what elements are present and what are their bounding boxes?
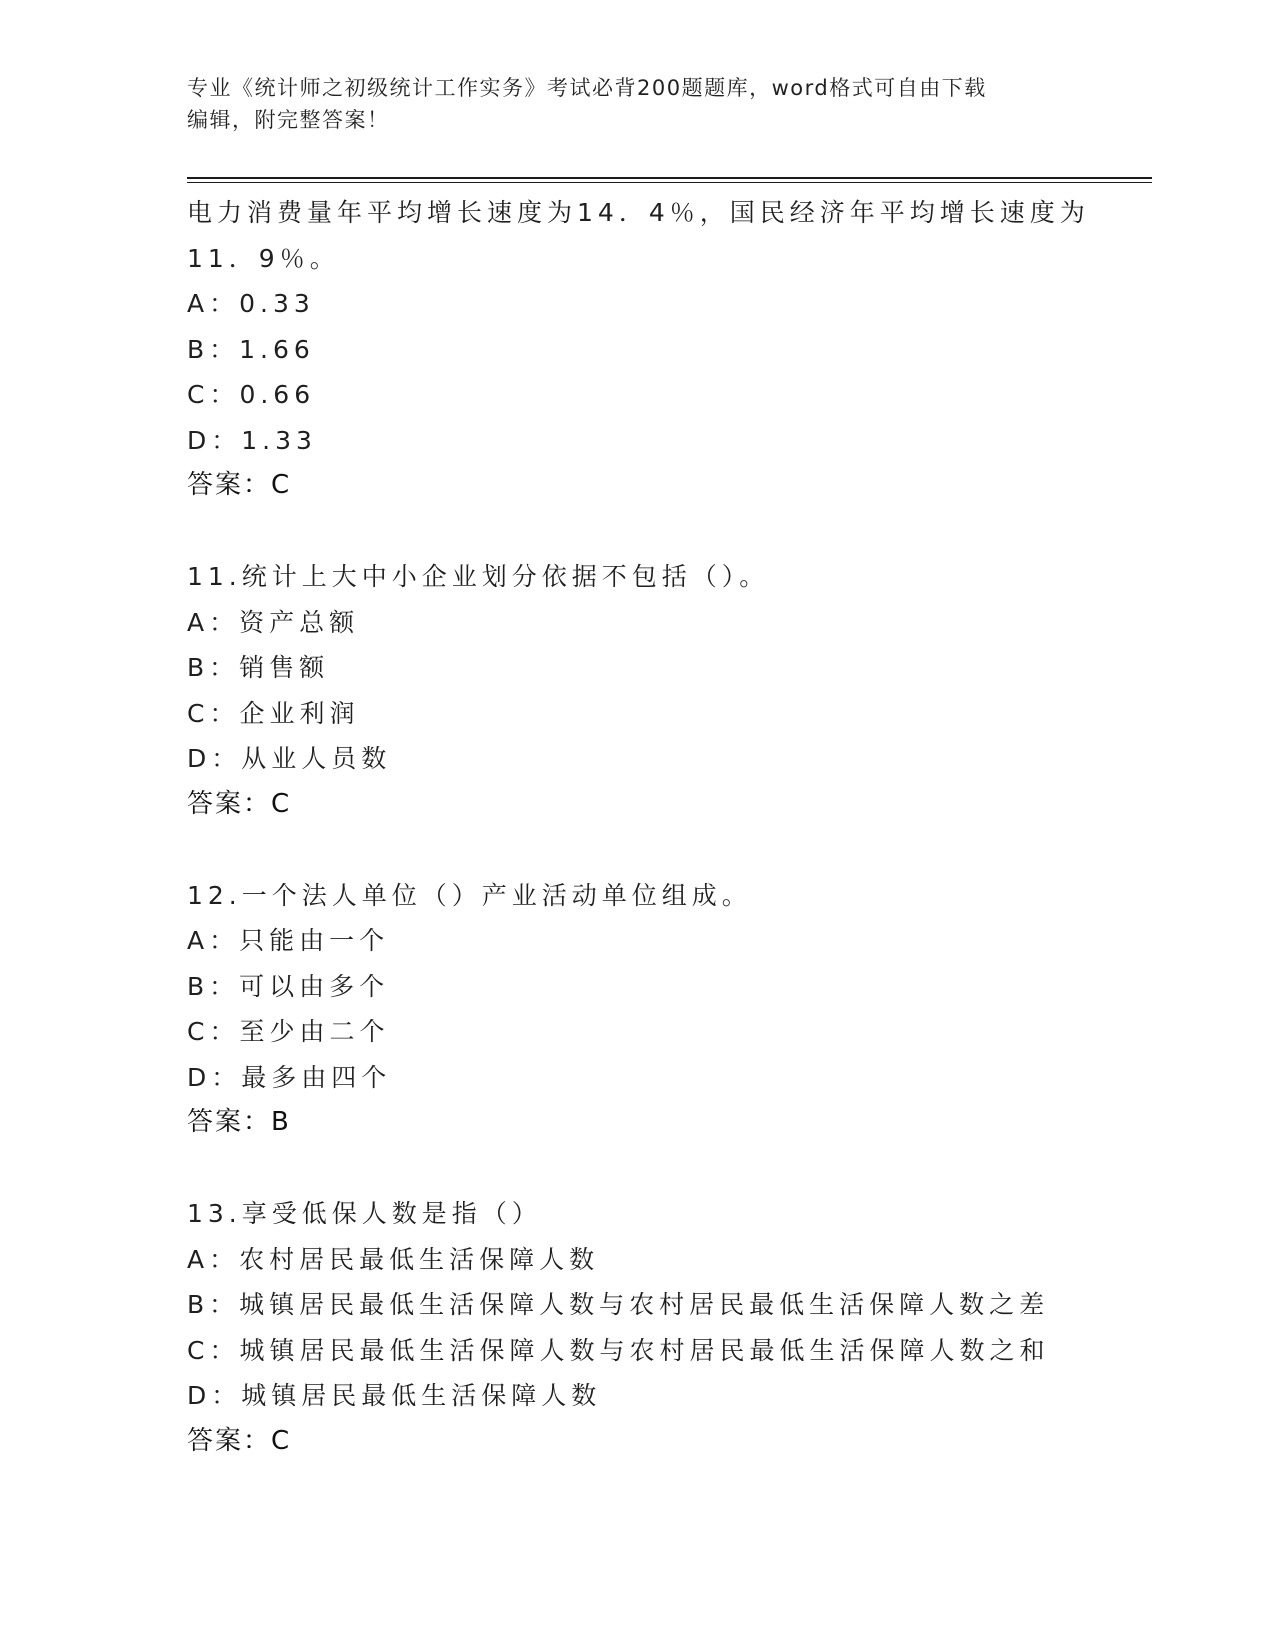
option-d: D：1.33 — [187, 425, 317, 455]
spacer — [187, 509, 1152, 555]
question-12 — [187, 873, 1152, 1146]
question-stem: 12.一个法人单位（）产业活动单位组成。 — [187, 880, 752, 910]
option-c: C：至少由二个 — [187, 1017, 390, 1046]
question-11 — [187, 554, 1152, 827]
question-list — [187, 190, 1152, 1464]
answer-line: 答案：C — [187, 1425, 292, 1456]
header-line-1: 专业《统计师之初级统计工作实务》考试必背200题题库，word格式可自由下载 — [187, 76, 987, 100]
question-13 — [187, 1191, 1152, 1464]
option-c: C：企业利润 — [187, 698, 360, 728]
spacer — [187, 1146, 1152, 1192]
question-10-continued — [187, 190, 1152, 509]
option-b: B：可以由多个 — [187, 971, 390, 1001]
option-c: C：0.66 — [187, 380, 316, 409]
header-rule-thin — [187, 182, 1152, 183]
document-header — [187, 72, 1087, 136]
question-stem: 电力消费量年平均增长速度为14．4％，国民经济年平均增长速度为 — [187, 198, 1090, 227]
option-d: D：城镇居民最低生活保障人数 — [187, 1381, 602, 1410]
option-c: C：城镇居民最低生活保障人数与农村居民最低生活保障人数之和 — [187, 1335, 1050, 1365]
option-a: A：0.33 — [187, 289, 315, 318]
question-stem: 11．9％。 — [187, 243, 340, 273]
answer-line: 答案：C — [187, 788, 292, 819]
option-a: A：只能由一个 — [187, 926, 390, 955]
question-stem: 13.享受低保人数是指（） — [187, 1199, 542, 1228]
question-stem: 11.统计上大中小企业划分依据不包括（）。 — [187, 562, 770, 591]
option-b: B：销售额 — [187, 653, 330, 682]
option-b: B：1.66 — [187, 334, 315, 364]
spacer — [187, 827, 1152, 873]
answer-line: 答案：C — [187, 470, 292, 500]
header-rule-thick — [187, 177, 1152, 179]
option-a: A：农村居民最低生活保障人数 — [187, 1244, 600, 1274]
header-line-2: 编辑，附完整答案！ — [187, 108, 390, 132]
option-a: A：资产总额 — [187, 607, 360, 637]
option-d: D：最多由四个 — [187, 1062, 392, 1092]
option-d: D：从业人员数 — [187, 744, 392, 773]
answer-line: 答案：B — [187, 1107, 291, 1137]
option-b: B：城镇居民最低生活保障人数与农村居民最低生活保障人数之差 — [187, 1290, 1050, 1319]
